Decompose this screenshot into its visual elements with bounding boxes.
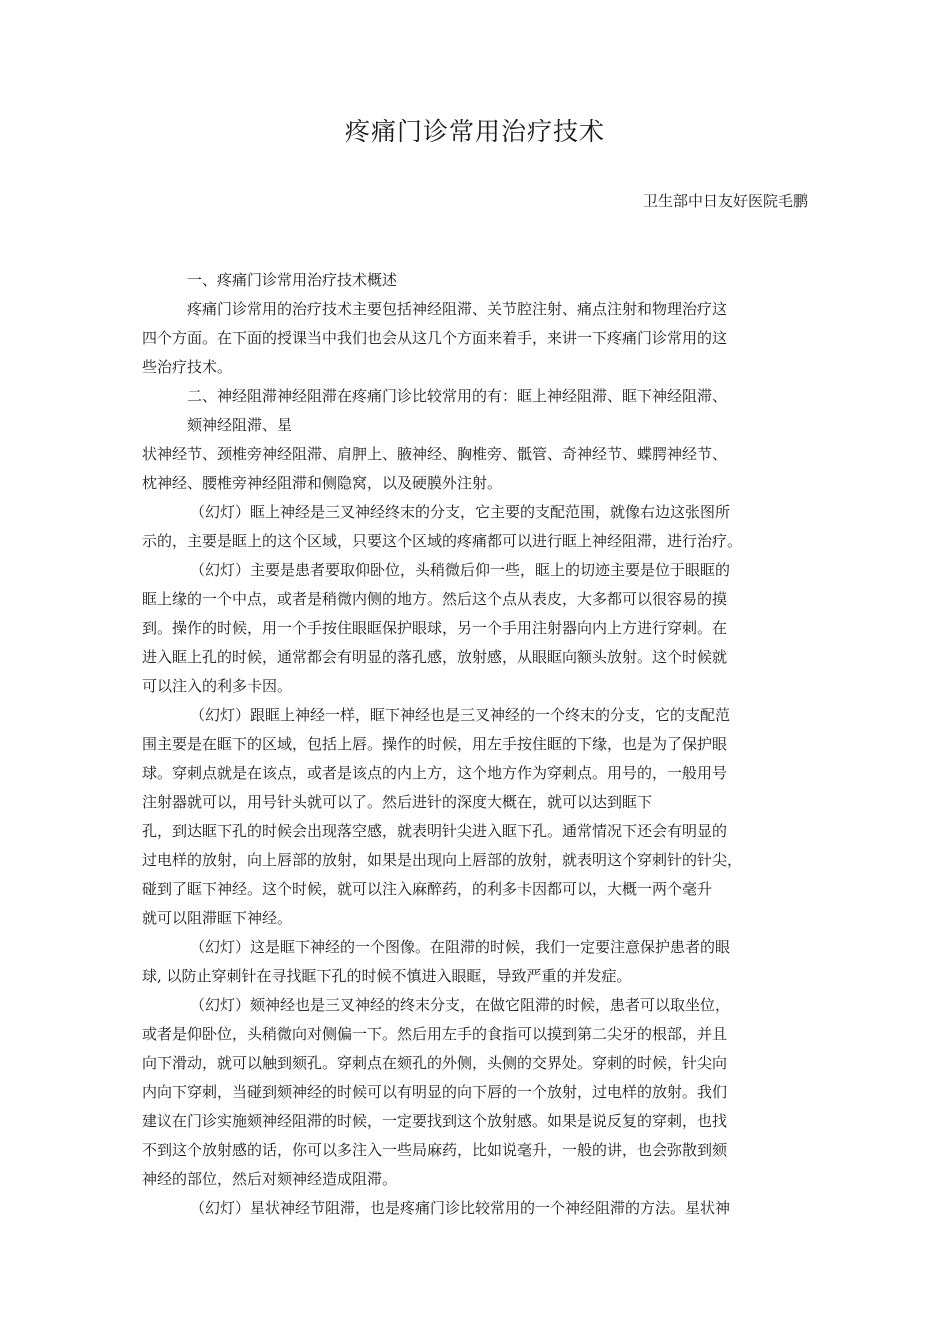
text-line: 球, 以防止穿刺针在寻找眶下孔的时候不慎进入眼眶，导致严重的并发症。 (142, 967, 632, 985)
document-title: 疼痛门诊常用治疗技术 (344, 117, 605, 146)
text-line: 进入眶上孔的时候，通常都会有明显的落孔感，放射感，从眼眶向额头放射。这个时候就 (142, 648, 728, 666)
text-line: 孔，到达眶下孔的时候会出现落空感，就表明针尖进入眶下孔。通常情况下还会有明显的 (142, 822, 728, 840)
text-line: 可以注入的利多卡因。 (142, 677, 293, 695)
text-line: 建议在门诊实施颏神经阻滞的时候，一定要找到这个放射感。如果是说反复的穿刺，也找 (142, 1112, 728, 1130)
text-line: 些治疗技术。 (142, 358, 233, 376)
text-line: 注射器就可以，用号针头就可以了。然后进针的深度大概在，就可以达到眶下 (142, 793, 653, 811)
text-line: （幻灯）跟眶上神经一样，眶下神经也是三叉神经的一个终末的分支，它的支配范 (190, 706, 731, 724)
text-line: （幻灯）颏神经也是三叉神经的终末分支，在做它阻滞的时候，患者可以取坐位， (190, 996, 731, 1014)
text-line: 眶上缘的一个中点，或者是稍微内侧的地方。然后这个点从表皮，大多都可以很容易的摸 (142, 590, 728, 608)
text-line: 球。穿刺点就是在该点，或者是该点的内上方，这个地方作为穿刺点。用号的，一般用号 (142, 764, 728, 782)
document-body (142, 266, 822, 1223)
section-heading: 二、神经阻滞神经阻滞在疼痛门诊比较常用的有：眶上神经阻滞、眶下神经阻滞、 (187, 387, 728, 405)
text-line: 碰到了眶下神经。这个时候，就可以注入麻醉药，的利多卡因都可以，大概一两个毫升 (142, 880, 713, 898)
text-line: 围主要是在眶下的区域，包括上唇。操作的时候，用左手按住眶的下缘，也是为了保护眼 (142, 735, 728, 753)
text-line: （幻灯）主要是患者要取仰卧位，头稍微后仰一些，眶上的切迹主要是位于眼眶的 (190, 561, 731, 579)
text-line: 颏神经阻滞、星 (187, 416, 293, 434)
author-line: 卫生部中日友好医院毛鹏 (642, 192, 808, 210)
text-line: （幻灯）这是眶下神经的一个图像。在阻滞的时候，我们一定要注意保护患者的眼 (190, 938, 731, 956)
text-line: 疼痛门诊常用的治疗技术主要包括神经阻滞、关节腔注射、痛点注射和物理治疗这 (187, 300, 728, 318)
text-line: 到。操作的时候，用一个手按住眼眶保护眼球，另一个手用注射器向内上方进行穿刺。在 (142, 619, 728, 637)
text-line: 过电样的放射，向上唇部的放射，如果是出现向上唇部的放射，就表明这个穿刺针的针尖， (142, 851, 743, 869)
text-line: 枕神经、腰椎旁神经阻滞和侧隐窝，以及硬膜外注射。 (142, 474, 503, 492)
text-line: 状神经节、颈椎旁神经阻滞、肩胛上、腋神经、胸椎旁、骶管、奇神经节、蝶腭神经节、 (142, 445, 728, 463)
text-line: 示的，主要是眶上的这个区域，只要这个区域的疼痛都可以进行眶上神经阻滞，进行治疗。 (142, 532, 743, 550)
text-line: 不到这个放射感的话，你可以多注入一些局麻药，比如说毫升，一般的讲，也会弥散到颏 (142, 1141, 728, 1159)
text-line: 内向下穿刺，当碰到颏神经的时候可以有明显的向下唇的一个放射，过电样的放射。我们 (142, 1083, 728, 1101)
text-line: 神经的部位，然后对颏神经造成阻滞。 (142, 1170, 398, 1188)
section-heading: 一、疼痛门诊常用治疗技术概述 (187, 271, 398, 289)
text-line: （幻灯）星状神经节阻滞，也是疼痛门诊比较常用的一个神经阻滞的方法。星状神 (190, 1199, 731, 1217)
text-line: 向下滑动，就可以触到颏孔。穿刺点在颏孔的外侧，头侧的交界处。穿刺的时候，针尖向 (142, 1054, 728, 1072)
text-line: （幻灯）眶上神经是三叉神经终末的分支，它主要的支配范围，就像右边这张图所 (190, 503, 731, 521)
text-line: 或者是仰卧位，头稍微向对侧偏一下。然后用左手的食指可以摸到第二尖牙的根部，并且 (142, 1025, 728, 1043)
text-line: 四个方面。在下面的授课当中我们也会从这几个方面来着手，来讲一下疼痛门诊常用的这 (142, 329, 728, 347)
text-line: 就可以阻滞眶下神经。 (142, 909, 293, 927)
